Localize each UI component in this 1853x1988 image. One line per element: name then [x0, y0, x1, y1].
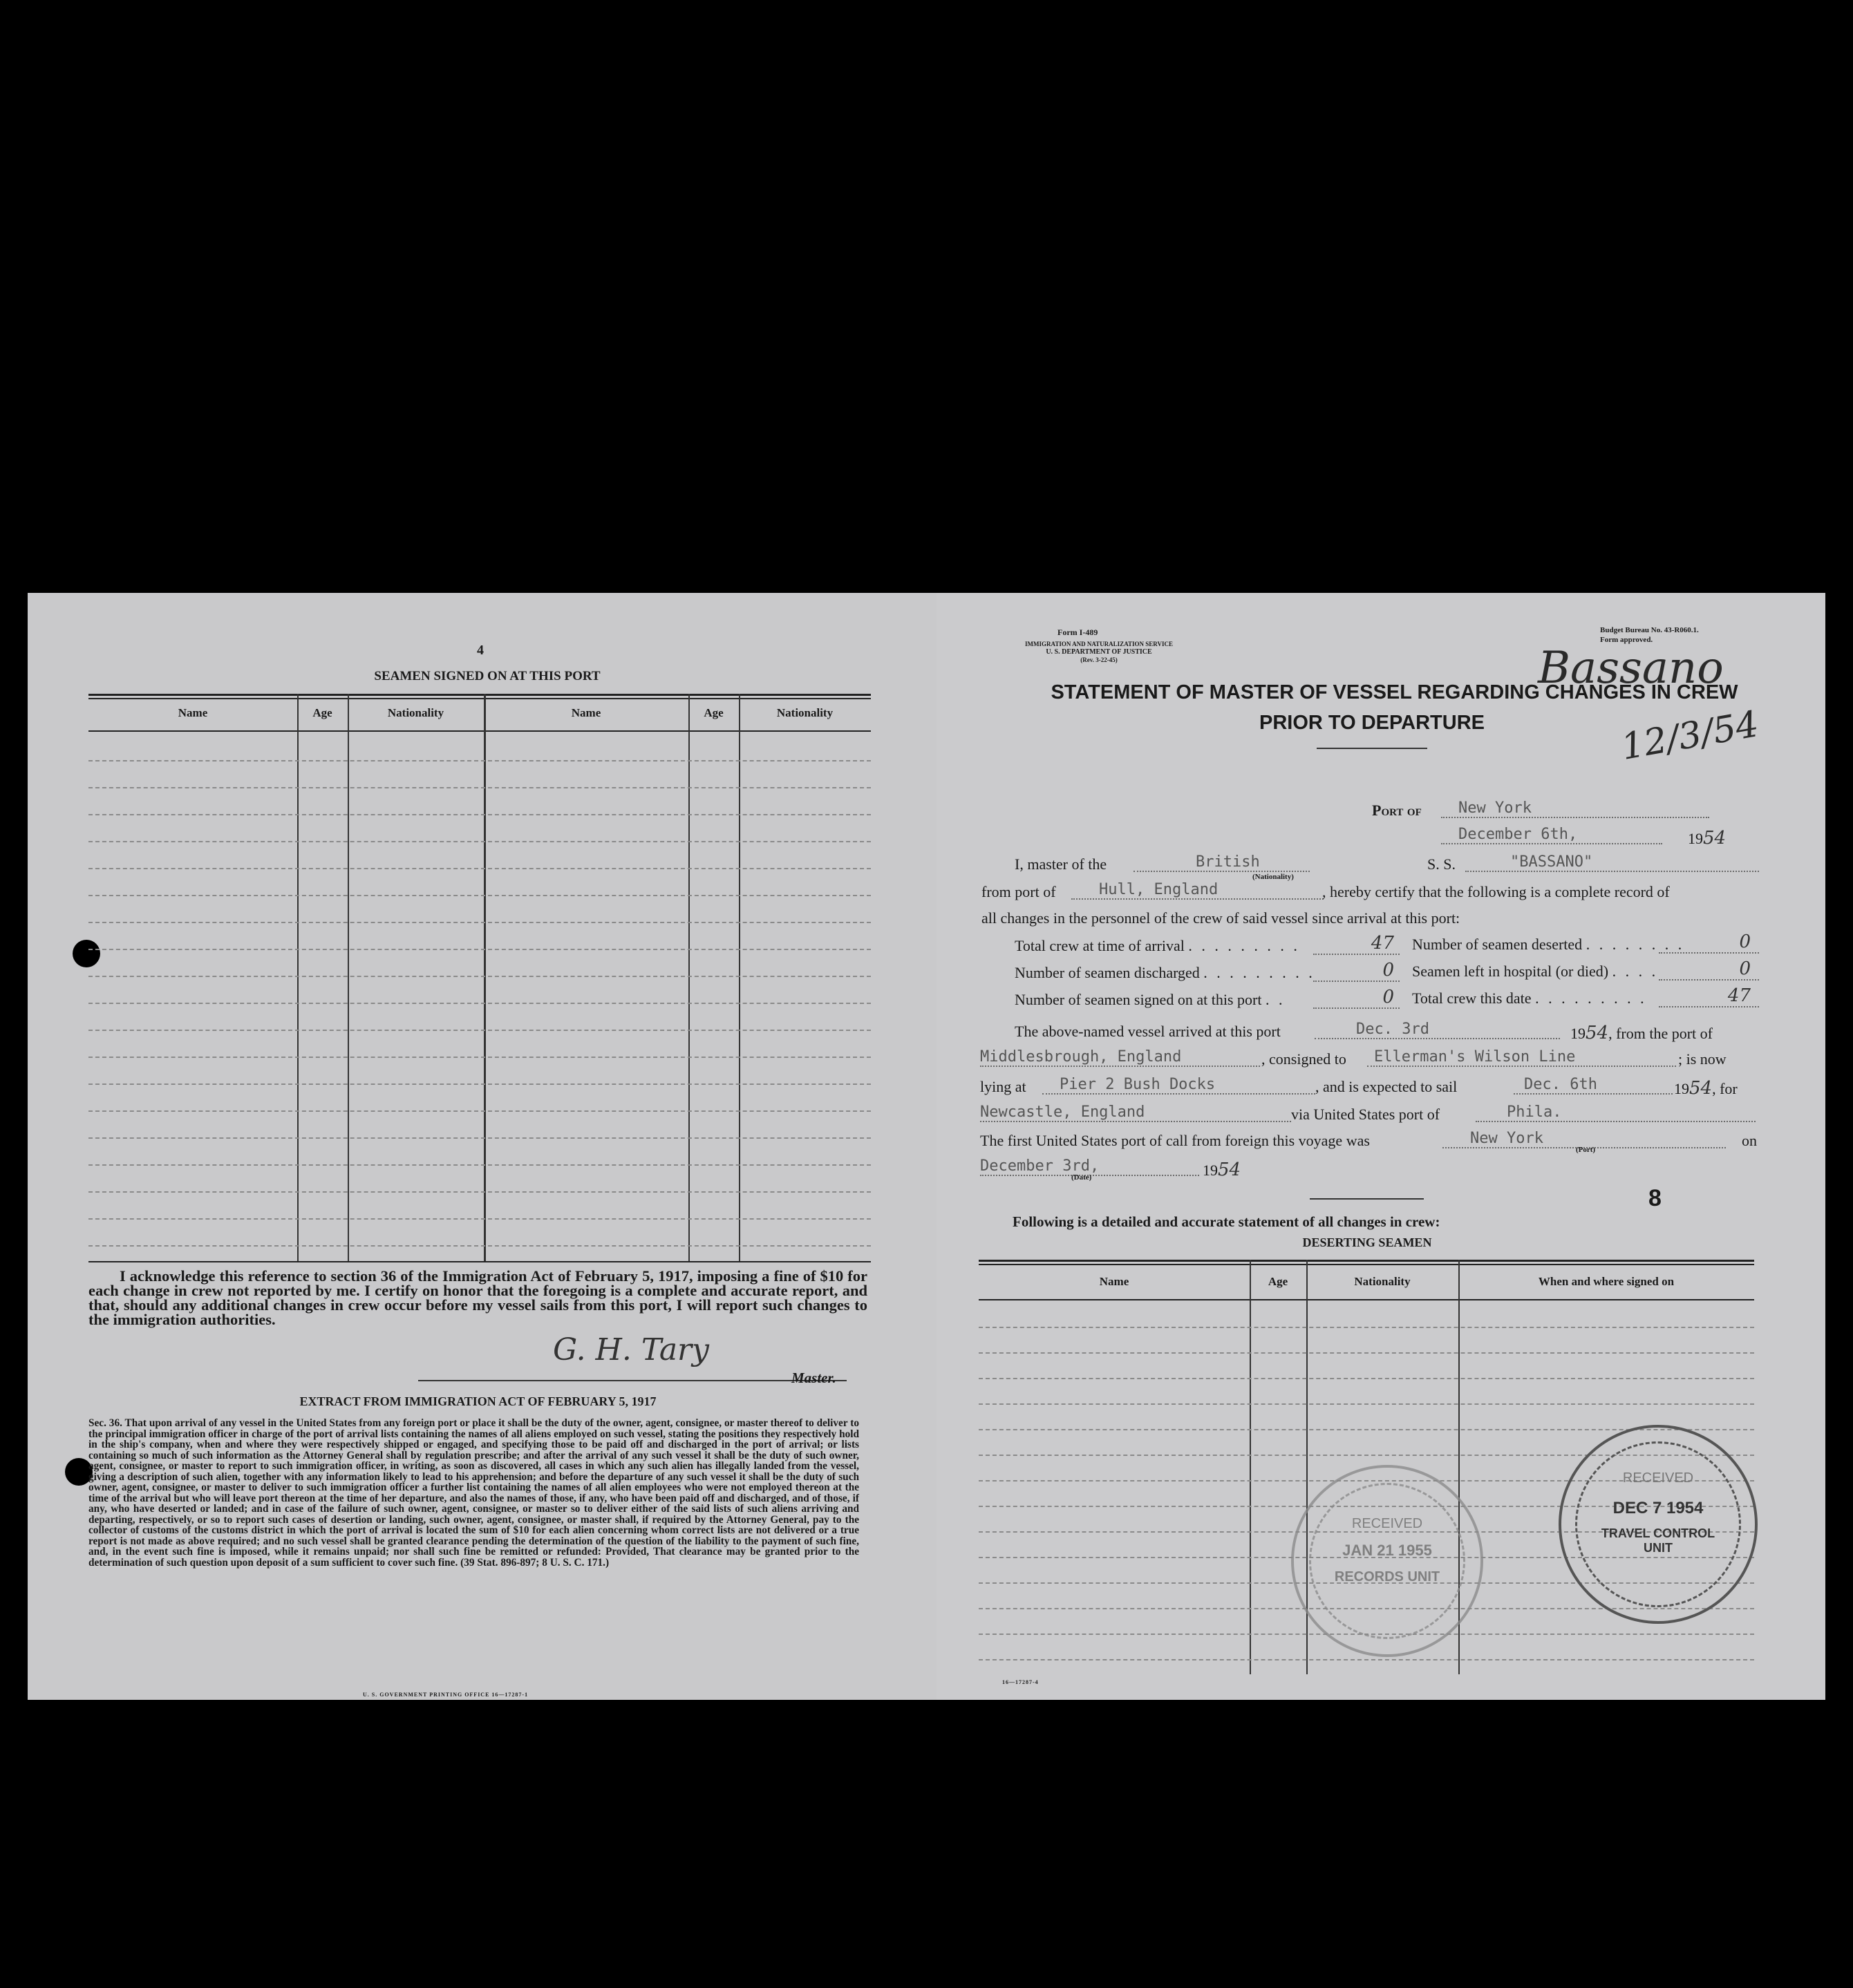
- discharged-label: Number of seamen discharged: [1015, 964, 1200, 981]
- handwritten-ship-name: Bassano: [1538, 643, 1724, 694]
- lying-at-label: lying at: [980, 1078, 1026, 1095]
- total-crew-arrival-value: 47: [1371, 933, 1394, 954]
- deserted-label: Number of seamen deserted: [1412, 936, 1583, 953]
- acknowledgement: I acknowledge this reference to section 36 of the Immigration Act of February 5, 1917, imposing a fine of $10 for each change in crew not reported by me. I certify on honor that the foregoing is a complete and accurate report, and that, should any additional changes in crew occur before my vessel sails from this port, I will report such changes to the immigration authorities.: [88, 1267, 867, 1328]
- signed-on-value: 0: [1382, 987, 1394, 1007]
- stamp-date: DEC 7 1954: [1612, 1499, 1704, 1517]
- discharged-value: 0: [1382, 960, 1394, 981]
- from-port-of-label: , from the port of: [1608, 1025, 1713, 1042]
- table-row-line: [88, 868, 871, 869]
- table-row-line: [88, 1245, 871, 1247]
- signed-on-label: Number of seamen signed on at this port: [1015, 991, 1262, 1008]
- page-mark: 8: [1648, 1185, 1662, 1211]
- stamp-unit: TRAVEL CONTROL: [1601, 1526, 1715, 1540]
- agency-line: IMMIGRATION AND NATURALIZATION SERVICE: [1025, 641, 1173, 647]
- table-row-line: [88, 1164, 871, 1166]
- column-header: Name: [571, 706, 601, 719]
- consignee: Ellerman's Wilson Line: [1374, 1048, 1576, 1066]
- arrived-year: 54: [1586, 1023, 1609, 1043]
- handwritten-date: 12/3/54: [1618, 703, 1762, 768]
- form-approved: Form approved.: [1600, 636, 1653, 644]
- extract-title: EXTRACT FROM IMMIGRATION ACT OF FEBRUARY 5, 1917: [299, 1394, 657, 1408]
- table-row-line: [979, 1403, 1754, 1405]
- form-id: Form I-489: [1057, 627, 1098, 637]
- date-caption: (Date): [1071, 1173, 1092, 1182]
- year-prefix: 19: [1688, 830, 1703, 847]
- table-row-line: [88, 841, 871, 842]
- following-label: Following is a detailed and accurate statement of all changes in crew:: [1013, 1213, 1440, 1230]
- deserted-value: 0: [1739, 931, 1751, 952]
- statement-year: 54: [1703, 828, 1727, 849]
- form-subtitle: PRIOR TO DEPARTURE: [1259, 712, 1485, 734]
- stamp-received: RECEIVED: [1622, 1470, 1694, 1486]
- agency-line: U. S. DEPARTMENT OF JUSTICE: [1046, 648, 1152, 656]
- stamp-date: JAN 21 1955: [1342, 1542, 1432, 1559]
- table-row-line: [88, 814, 871, 815]
- table-row-line: [88, 1191, 871, 1193]
- arrived-label: The above-named vessel arrived at this port: [1015, 1023, 1281, 1040]
- column-header: Nationality: [776, 706, 834, 719]
- table-row-line: [88, 1137, 871, 1139]
- total-this-date-label: Total crew this date: [1412, 990, 1532, 1007]
- table-row-line: [88, 1083, 871, 1085]
- sail-year: 54: [1689, 1078, 1713, 1099]
- table-row-line: [88, 760, 871, 761]
- table-row-line: [88, 787, 871, 788]
- port-caption: (Port): [1576, 1146, 1596, 1154]
- records-unit-stamp: [1291, 1465, 1483, 1657]
- year-prefix: 19: [1674, 1080, 1689, 1097]
- total-crew-arrival-label: Total crew at time of arrival: [1015, 937, 1185, 954]
- table-row-line: [88, 1030, 871, 1031]
- table-row-line: [88, 1057, 871, 1058]
- statement-date: December 6th,: [1458, 826, 1578, 843]
- ship-name: "BASSANO": [1510, 853, 1593, 871]
- sail-date: Dec. 6th: [1524, 1076, 1597, 1093]
- first-port-label: The first United States port of call from foreign this voyage was: [980, 1132, 1370, 1149]
- column-header: Nationality: [1354, 1275, 1411, 1288]
- nationality-caption: (Nationality): [1252, 873, 1294, 881]
- nationality-value: British: [1196, 853, 1260, 871]
- signature-label: Master.: [791, 1370, 836, 1386]
- total-this-date-value: 47: [1727, 985, 1751, 1006]
- port-of-label: Port of: [1372, 802, 1422, 819]
- year-prefix: 19: [1203, 1162, 1218, 1179]
- now-label: ; is now: [1678, 1050, 1727, 1068]
- table-row-line: [979, 1378, 1754, 1379]
- stamp-received: RECEIVED: [1351, 1516, 1423, 1531]
- column-header: Age: [704, 706, 724, 719]
- from-port-value: Hull, England: [1099, 881, 1219, 898]
- column-header: Age: [312, 706, 332, 719]
- arrived-date: Dec. 3rd: [1356, 1021, 1429, 1038]
- table-row-line: [979, 1327, 1754, 1328]
- lying-at-value: Pier 2 Bush Docks: [1060, 1076, 1216, 1093]
- ss-label: S. S.: [1427, 855, 1456, 873]
- form-title: STATEMENT OF MASTER OF VESSEL REGARDING CHANGES IN CREW: [1051, 681, 1738, 703]
- for-label: , for: [1712, 1080, 1738, 1097]
- stamp-unit: UNIT: [1644, 1541, 1673, 1555]
- via-port: Phila.: [1507, 1104, 1562, 1121]
- printer-line: 16—17287-4: [1002, 1679, 1039, 1685]
- table-row-line: [979, 1352, 1754, 1354]
- column-header: Nationality: [387, 706, 444, 719]
- expected-label: , and is expected to sail: [1315, 1078, 1458, 1095]
- hospital-value: 0: [1739, 958, 1751, 979]
- port-of-value: New York: [1458, 799, 1532, 817]
- table-row-line: [88, 949, 871, 950]
- stamp-unit: RECORDS UNIT: [1334, 1569, 1440, 1584]
- first-port: New York: [1470, 1130, 1543, 1147]
- first-year: 54: [1218, 1159, 1241, 1180]
- table-row-line: [88, 1110, 871, 1112]
- page-number: 4: [477, 643, 484, 658]
- via-label: via United States port of: [1291, 1106, 1440, 1123]
- master-signature: G. H. Tary: [553, 1332, 709, 1367]
- table-row-line: [88, 1003, 871, 1004]
- certify-text-continued: all changes in the personnel of the crew of said vessel since arrival at this port:: [981, 909, 1460, 927]
- column-header: Name: [178, 706, 208, 719]
- table-row-line: [88, 1218, 871, 1220]
- from-port-label: from port of: [981, 883, 1056, 900]
- deserting-title: DESERTING SEAMEN: [1302, 1236, 1432, 1249]
- origin-port: Middlesbrough, England: [980, 1048, 1182, 1066]
- extract-text: Sec. 36. That upon arrival of any vessel in the United States from any foreign port or place it shall be the duty of the owner, agent, consignee, or master thereof to deliver to the principal immigration officer in charge of the port of arrival lists containing the names of all aliens employed on such vessel, stating the positions they respectively hold in the ship's company, when and where they were respectively shipped or engaged, and specifying those to be paid off and discharged in the port of arrival; or lists containing so much of such information as the Attorney General shall by regulation prescribe; and after the arrival of any such vessel it shall be the duty of such owner, agent, consignee, or master to report to such immigration officer, in writing, as soon as discovered, all cases in which any such alien has illegally landed from the vessel, giving a description of such alien, together with any information likely to lead to his apprehension; and before the departure of any such vessel it shall be the duty of such owner, agent, consignee, or master to deliver to such immigration officer a further list containing the names of all alien employees who were not employed thereon at the time of the arrival but who will leave port thereon at the time of her departure, and also the names of those, if any, who have been paid off and discharged, and of those, if any, who have deserted or landed; and in case of the failure of such owner, agent, consignee, or master so to deliver either of the said lists of such aliens arriving and departing, respectively, or so to report such cases of desertion or landing, such owner, agent, consignee, or master shall, if required by the Attorney General, pay to the collector of customs of the customs district in which the port of arrival is located the sum of $10 for each alien concerning whom correct lists are not delivered or a true report is not made as above required; and no such vessel shall be granted clearance pending the determination of the question of the liability to the payment of such fine, and, in the event such fine is imposed, while it remains unpaid; nor shall such fine be remitted or refunded: Provided, That clearance may be granted prior to the determination of such question upon deposit of a sum sufficient to cover such fine. (39 Stat. 896-897; 8 U. S. C. 171.): [88, 1417, 859, 1569]
- column-header: Age: [1268, 1275, 1288, 1288]
- budget-bureau: Budget Bureau No. 43-R060.1.: [1600, 626, 1699, 634]
- form-revision: (Rev. 3-22-45): [1080, 656, 1118, 663]
- hospital-label: Seamen left in hospital (or died): [1412, 963, 1609, 980]
- year-prefix: 19: [1570, 1025, 1586, 1042]
- certify-text: , hereby certify that the following is a complete record of: [1322, 883, 1670, 900]
- master-label: I, master of the: [1015, 855, 1107, 873]
- consigned-label: , consigned to: [1261, 1050, 1346, 1068]
- first-date: December 3rd,: [980, 1157, 1100, 1175]
- table-row-line: [88, 976, 871, 977]
- table-row-line: [88, 895, 871, 896]
- travel-control-stamp: [1559, 1425, 1758, 1624]
- destination: Newcastle, England: [980, 1104, 1145, 1121]
- column-header: Name: [1099, 1275, 1129, 1288]
- punch-hole: [73, 940, 100, 967]
- column-header: When and where signed on: [1538, 1275, 1675, 1288]
- table-row-line: [88, 922, 871, 923]
- section-title: SEAMEN SIGNED ON AT THIS PORT: [374, 669, 601, 683]
- on-label: on: [1742, 1132, 1757, 1149]
- table-row-line: [979, 1659, 1754, 1660]
- printer-line: U. S. GOVERNMENT PRINTING OFFICE 16—17287-1: [363, 1692, 529, 1698]
